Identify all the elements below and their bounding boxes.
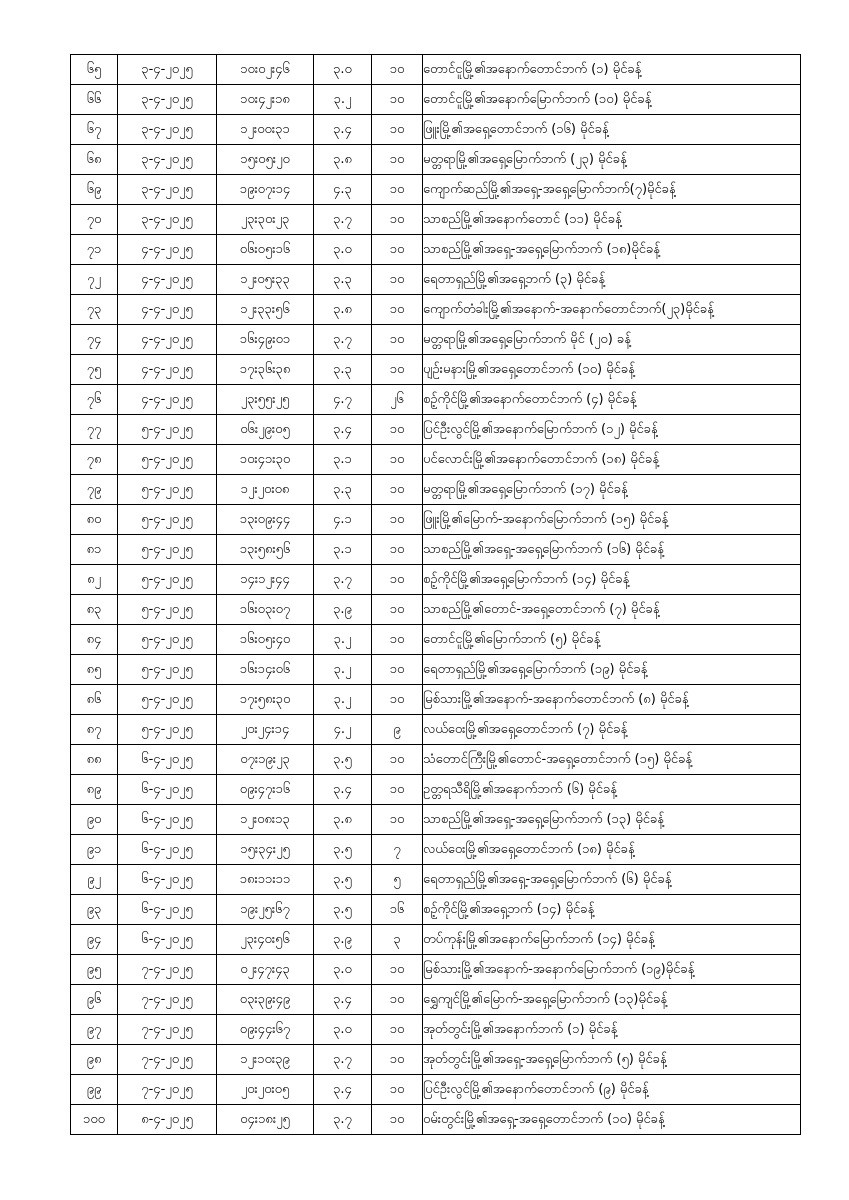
row-number: ၈၄ (71, 625, 118, 655)
event-location: ပြင်ဦးလွင်မြို့၏အနောက်မြောက်ဘက် (၁၂) မိုင်ခန့် (423, 415, 801, 445)
event-time: ၁၀း၀၂း၄၆ (217, 55, 314, 85)
row-number: ၈၅ (71, 655, 118, 685)
event-depth: ၁၀ (372, 325, 423, 355)
table-row (71, 115, 801, 145)
event-depth: ၁၀ (372, 655, 423, 685)
event-magnitude: ၃.၉ (314, 925, 372, 955)
table-row (71, 355, 801, 385)
event-depth: ၁၀ (372, 475, 423, 505)
event-time: ၁၇း၅၈း၃၀ (217, 685, 314, 715)
event-location: တောင်ငူမြို့၏အနောက်မြောက်ဘက် (၁၀) မိုင်ခန့် (423, 85, 801, 115)
table-row (71, 235, 801, 265)
table-row (71, 655, 801, 685)
event-time: ၁၆း၀၅း၄၀ (217, 625, 314, 655)
event-magnitude: ၄.၁ (314, 505, 372, 535)
event-date: ၈-၄-၂၀၂၅ (118, 1105, 217, 1135)
event-magnitude: ၃.၂ (314, 625, 372, 655)
row-number: ၇၇ (71, 415, 118, 445)
event-magnitude: ၃.၃ (314, 475, 372, 505)
event-magnitude: ၃.၈ (314, 145, 372, 175)
event-date: ၄-၄-၂၀၂၅ (118, 385, 217, 415)
event-depth: ၁၀ (372, 955, 423, 985)
event-location: ပြင်ဦးလွင်မြို့၏အနောက်တောင်ဘက် (၉) မိုင်ခန့် (423, 1075, 801, 1105)
table-row (71, 745, 801, 775)
event-magnitude: ၃.၇ (314, 1045, 372, 1075)
row-number: ၇၃ (71, 295, 118, 325)
earthquake-table (70, 54, 801, 1135)
event-magnitude: ၃.၇ (314, 1105, 372, 1135)
event-date: ၆-၄-၂၀၂၅ (118, 775, 217, 805)
row-number: ၉၃ (71, 895, 118, 925)
row-number: ၇၉ (71, 475, 118, 505)
event-date: ၃-၄-၂၀၂၅ (118, 85, 217, 115)
table-row (71, 55, 801, 85)
row-number: ၆၇ (71, 115, 118, 145)
event-magnitude: ၃.၅ (314, 835, 372, 865)
event-location: အုတ်တွင်းမြို့၏အရှေ့-အရှေ့မြောက်ဘက် (၅) မိုင်ခန့် (423, 1045, 801, 1075)
event-magnitude: ၃.၂ (314, 85, 372, 115)
event-location: မြစ်သားမြို့၏အနောက်-အနောက်မြောက်ဘက် (၁၉)မိုင်ခန့် (423, 955, 801, 985)
table-row (71, 85, 801, 115)
event-time: ၁၃း၅၈း၅၆ (217, 535, 314, 565)
event-time: ၁၆း၄၉း၀၁ (217, 325, 314, 355)
table-row (71, 1075, 801, 1105)
event-depth: ၁၀ (372, 985, 423, 1015)
event-magnitude: ၃.၈ (314, 805, 372, 835)
event-date: ၅-၄-၂၀၂၅ (118, 535, 217, 565)
table-row (71, 325, 801, 355)
event-location: မတ္တရာမြို့၏အရှေ့မြောက်ဘက် မိုင် (၂၀) ခန့် (423, 325, 801, 355)
event-time: ၁၂း၁၀း၃၉ (217, 1045, 314, 1075)
event-location: သာစည်မြို့၏အရှေ့-အရှေ့မြောက်ဘက် (၁၆) မိုင်ခန့် (423, 535, 801, 565)
event-magnitude: ၃.၁ (314, 445, 372, 475)
table-row (71, 685, 801, 715)
table-row (71, 385, 801, 415)
row-number: ၉၆ (71, 985, 118, 1015)
event-depth: ၇ (372, 835, 423, 865)
event-location: တောင်ငူမြို့၏အနောက်တောင်ဘက် (၁) မိုင်ခန့် (423, 55, 801, 85)
row-number: ၉၄ (71, 925, 118, 955)
event-magnitude: ၃.၄ (314, 415, 372, 445)
event-location: ရေတာရှည်မြို့၏အရှေ့ဘက် (၃) မိုင်ခန့် (423, 265, 801, 295)
event-date: ၃-၄-၂၀၂၅ (118, 205, 217, 235)
event-magnitude: ၃.၃ (314, 355, 372, 385)
row-number: ၆၆ (71, 85, 118, 115)
event-time: ၀၄း၁၈း၂၅ (217, 1105, 314, 1135)
event-time: ၂၃း၃၀း၂၃ (217, 205, 314, 235)
event-depth: ၁၀ (372, 295, 423, 325)
event-date: ၆-၄-၂၀၂၅ (118, 895, 217, 925)
table-row (71, 565, 801, 595)
event-depth: ၁၀ (372, 235, 423, 265)
event-depth: ၁၀ (372, 505, 423, 535)
table-row (71, 775, 801, 805)
row-number: ၉၇ (71, 1015, 118, 1045)
table-row (71, 535, 801, 565)
event-magnitude: ၃.၄ (314, 775, 372, 805)
event-date: ၅-၄-၂၀၂၅ (118, 505, 217, 535)
event-date: ၄-၄-၂၀၂၅ (118, 295, 217, 325)
event-location: သာစည်မြို့၏တောင်-အရှေ့တောင်ဘက် (၇) မိုင်ခန့် (423, 595, 801, 625)
table-row (71, 505, 801, 535)
event-magnitude: ၃.၄ (314, 115, 372, 145)
event-depth: ၁၀ (372, 775, 423, 805)
table-row (71, 205, 801, 235)
event-location: သံတောင်ကြီးမြို့၏တောင်-အရှေ့တောင်ဘက် (၁၅) မိုင်ခန့် (423, 745, 801, 775)
earthquake-table-body (71, 55, 801, 1135)
event-magnitude: ၃.၇ (314, 325, 372, 355)
event-location: သာစည်မြို့၏အရှေ့-အရှေ့မြောက်ဘက် (၁၈)မိုင်ခန့် (423, 235, 801, 265)
event-location: ရေတာရှည်မြို့၏အရှေ့-အရှေ့မြောက်ဘက် (၆) မိုင်ခန့် (423, 865, 801, 895)
event-date: ၄-၄-၂၀၂၅ (118, 325, 217, 355)
event-magnitude: ၃.၉ (314, 595, 372, 625)
event-depth: ၁၀ (372, 205, 423, 235)
row-number: ၉၉ (71, 1075, 118, 1105)
event-location: မတ္တရာမြို့၏အရှေ့မြောက်ဘက် (၁၇) မိုင်ခန့် (423, 475, 801, 505)
row-number: ၈၁ (71, 535, 118, 565)
event-date: ၆-၄-၂၀၂၅ (118, 745, 217, 775)
event-depth: ၁၀ (372, 625, 423, 655)
table-row (71, 175, 801, 205)
event-date: ၅-၄-၂၀၂၅ (118, 565, 217, 595)
event-depth: ၁၀ (372, 685, 423, 715)
table-row (71, 625, 801, 655)
event-location: အုတ်တွင်းမြို့၏အနောက်ဘက် (၁) မိုင်ခန့် (423, 1015, 801, 1045)
event-location: ကျောက်ဆည်မြို့၏အရှေ့-အရှေ့မြောက်ဘက်(၇)မိုင်ခန့် (423, 175, 801, 205)
event-date: ၃-၄-၂၀၂၅ (118, 145, 217, 175)
event-date: ၇-၄-၂၀၂၅ (118, 1075, 217, 1105)
table-row (71, 955, 801, 985)
event-time: ၂၃း၄၀း၅၆ (217, 925, 314, 955)
table-row (71, 1045, 801, 1075)
row-number: ၉၅ (71, 955, 118, 985)
event-magnitude: ၃.၅ (314, 745, 372, 775)
table-row (71, 715, 801, 745)
event-magnitude: ၄.၂ (314, 715, 372, 745)
event-location: လယ်ဝေးမြို့၏အရှေ့တောင်ဘက် (၁၈) မိုင်ခန့် (423, 835, 801, 865)
event-time: ၁၅း၃၄း၂၅ (217, 835, 314, 865)
event-time: ၀၉း၄၄း၆၇ (217, 1015, 314, 1045)
table-row (71, 1015, 801, 1045)
event-date: ၅-၄-၂၀၂၅ (118, 475, 217, 505)
event-location: ကျောက်တံခါးမြို့၏အနောက်-အနောက်တောင်ဘက်(၂၃)မိုင်ခန့် (423, 295, 801, 325)
event-time: ၁၂း၀၀း၃၁ (217, 115, 314, 145)
row-number: ၆၈ (71, 145, 118, 175)
event-magnitude: ၃.၅ (314, 865, 372, 895)
table-row (71, 865, 801, 895)
event-time: ၁၈း၁၁း၁၁ (217, 865, 314, 895)
event-date: ၇-၄-၂၀၂၅ (118, 985, 217, 1015)
event-location: တပ်ကုန်းမြို့၏အနောက်မြောက်ဘက် (၁၄) မိုင်ခန့် (423, 925, 801, 955)
event-magnitude: ၃.၄ (314, 985, 372, 1015)
event-time: ၀၉း၄၇း၁၆ (217, 775, 314, 805)
event-depth: ၃ (372, 925, 423, 955)
event-depth: ၂၆ (372, 385, 423, 415)
row-number: ၇၀ (71, 205, 118, 235)
event-date: ၄-၄-၂၀၂၅ (118, 265, 217, 295)
event-depth: ၁၆ (372, 895, 423, 925)
event-depth: ၁၀ (372, 85, 423, 115)
event-magnitude: ၃.၁ (314, 535, 372, 565)
row-number: ၈၇ (71, 715, 118, 745)
event-date: ၄-၄-၂၀၂၅ (118, 355, 217, 385)
event-magnitude: ၃.၀ (314, 55, 372, 85)
event-time: ၁၉း၂၅း၆၇ (217, 895, 314, 925)
row-number: ၇၁ (71, 235, 118, 265)
event-time: ၁၀း၄၂း၁၈ (217, 85, 314, 115)
event-depth: ၉ (372, 715, 423, 745)
event-magnitude: ၃.၄ (314, 1075, 372, 1105)
event-time: ၀၆း၂၉း၀၅ (217, 415, 314, 445)
event-depth: ၁၀ (372, 145, 423, 175)
table-row (71, 925, 801, 955)
event-depth: ၁၀ (372, 805, 423, 835)
event-location: ဝမ်းတွင်းမြို့၏အရှေ့-အရှေ့တောင်ဘက် (၁၀) မိုင်ခန့် (423, 1105, 801, 1135)
event-date: ၇-၄-၂၀၂၅ (118, 955, 217, 985)
event-time: ၀၇း၁၉း၂၃ (217, 745, 314, 775)
event-date: ၃-၄-၂၀၂၅ (118, 55, 217, 85)
event-location: ဖြူးမြို့၏မြောက်-အနောက်မြောက်ဘက် (၁၅) မိုင်ခန့် (423, 505, 801, 535)
event-time: ၁၆း၁၄း၀၆ (217, 655, 314, 685)
row-number: ၈၂ (71, 565, 118, 595)
table-row (71, 595, 801, 625)
event-depth: ၁၀ (372, 55, 423, 85)
event-date: ၅-၄-၂၀၂၅ (118, 445, 217, 475)
event-time: ၁၂း၀၅း၃၃ (217, 265, 314, 295)
event-magnitude: ၃.၇ (314, 205, 372, 235)
row-number: ၆၉ (71, 175, 118, 205)
row-number: ၈၀ (71, 505, 118, 535)
event-depth: ၁၀ (372, 595, 423, 625)
event-date: ၅-၄-၂၀၂၅ (118, 625, 217, 655)
event-time: ၂၀း၂၀း၀၅ (217, 1075, 314, 1105)
event-magnitude: ၃.၈ (314, 295, 372, 325)
table-row (71, 145, 801, 175)
event-depth: ၁၀ (372, 355, 423, 385)
event-magnitude: ၃.၂ (314, 685, 372, 715)
event-magnitude: ၃.၃ (314, 265, 372, 295)
event-location: စဉ့်ကိုင်မြို့၏အရှေ့မြောက်ဘက် (၁၄) မိုင်ခန့် (423, 565, 801, 595)
table-row (71, 415, 801, 445)
event-time: ၁၅း၀၅း၂၀ (217, 145, 314, 175)
event-depth: ၁၀ (372, 745, 423, 775)
event-magnitude: ၃.၂ (314, 655, 372, 685)
event-depth: ၁၀ (372, 445, 423, 475)
event-time: ၁၀း၄၁း၃၀ (217, 445, 314, 475)
event-depth: ၁၀ (372, 1045, 423, 1075)
row-number: ၈၆ (71, 685, 118, 715)
event-magnitude: ၃.၀ (314, 955, 372, 985)
event-depth: ၁၀ (372, 565, 423, 595)
event-time: ၁၉း၀၇း၁၄ (217, 175, 314, 205)
event-time: ၁၂း၃၃း၅၆ (217, 295, 314, 325)
table-row (71, 1105, 801, 1135)
row-number: ၉၀ (71, 805, 118, 835)
event-magnitude: ၄.၇ (314, 385, 372, 415)
event-depth: ၅ (372, 865, 423, 895)
event-time: ၁၇း၃၆း၃၈ (217, 355, 314, 385)
event-depth: ၁၀ (372, 1075, 423, 1105)
event-date: ၅-၄-၂၀၂၅ (118, 685, 217, 715)
row-number: ၈၃ (71, 595, 118, 625)
row-number: ၁၀၀ (71, 1105, 118, 1135)
event-time: ၁၂း၀၈း၁၃ (217, 805, 314, 835)
row-number: ၆၅ (71, 55, 118, 85)
event-location: ဖြူးမြို့၏အရှေ့တောင်ဘက် (၁၆) မိုင်ခန့် (423, 115, 801, 145)
row-number: ၈၈ (71, 745, 118, 775)
table-row (71, 985, 801, 1015)
event-time: ၀၃း၃၉း၄၉ (217, 985, 314, 1015)
event-date: ၇-၄-၂၀၂၅ (118, 1045, 217, 1075)
event-location: ပင်လောင်းမြို့၏အနောက်တောင်ဘက် (၁၈) မိုင်ခန့် (423, 445, 801, 475)
event-date: ၆-၄-၂၀၂၅ (118, 805, 217, 835)
event-magnitude: ၃.၀ (314, 1015, 372, 1045)
row-number: ၉၂ (71, 865, 118, 895)
table-row (71, 295, 801, 325)
row-number: ၇၄ (71, 325, 118, 355)
event-date: ၅-၄-၂၀၂၅ (118, 415, 217, 445)
event-location: သာစည်မြို့၏အရှေ့-အရှေ့မြောက်ဘက် (၁၃) မိုင်ခန့် (423, 805, 801, 835)
event-date: ၆-၄-၂၀၂၅ (118, 925, 217, 955)
event-time: ၂၀း၂၄း၁၄ (217, 715, 314, 745)
event-date: ၆-၄-၂၀၂၅ (118, 835, 217, 865)
event-magnitude: ၃.၅ (314, 895, 372, 925)
row-number: ၈၉ (71, 775, 118, 805)
event-location: ရေတာရှည်မြို့၏အရှေ့မြောက်ဘက် (၁၉) မိုင်ခန့် (423, 655, 801, 685)
event-magnitude: ၃.၀ (314, 235, 372, 265)
event-depth: ၁၀ (372, 175, 423, 205)
event-time: ၀၂း၄၇း၄၃ (217, 955, 314, 985)
event-location: စဉ့်ကိုင်မြို့၏အနောက်တောင်ဘက် (၄) မိုင်ခန့် (423, 385, 801, 415)
row-number: ၇၈ (71, 445, 118, 475)
event-location: ပျဉ်းမနားမြို့၏အရှေ့တောင်ဘက် (၁၀) မိုင်ခန့် (423, 355, 801, 385)
event-date: ၅-၄-၂၀၂၅ (118, 655, 217, 685)
event-time: ၁၃း၀၉း၄၄ (217, 505, 314, 535)
event-depth: ၁၀ (372, 1015, 423, 1045)
event-magnitude: ၄.၃ (314, 175, 372, 205)
table-row (71, 805, 801, 835)
row-number: ၇၆ (71, 385, 118, 415)
event-depth: ၁၀ (372, 115, 423, 145)
event-time: ၁၄း၁၂း၄၄ (217, 565, 314, 595)
row-number: ၇၂ (71, 265, 118, 295)
event-depth: ၁၀ (372, 535, 423, 565)
row-number: ၉၁ (71, 835, 118, 865)
event-depth: ၁၀ (372, 415, 423, 445)
event-time: ၂၃း၅၅း၂၅ (217, 385, 314, 415)
row-number: ၇၅ (71, 355, 118, 385)
event-date: ၅-၄-၂၀၂၅ (118, 715, 217, 745)
event-location: ဥတ္တရသီရိမြို့၏အနောက်ဘက် (၆) မိုင်ခန့် (423, 775, 801, 805)
table-row (71, 835, 801, 865)
event-date: ၆-၄-၂၀၂၅ (118, 865, 217, 895)
event-location: မြစ်သားမြို့၏အနောက်-အနောက်တောင်ဘက် (၈) မိုင်ခန့် (423, 685, 801, 715)
event-location: စဉ့်ကိုင်မြို့၏အရှေ့ဘက် (၁၄) မိုင်ခန့် (423, 895, 801, 925)
event-magnitude: ၃.၇ (314, 565, 372, 595)
event-time: ၁၆း၀၃း၀၇ (217, 595, 314, 625)
table-row (71, 265, 801, 295)
event-date: ၇-၄-၂၀၂၅ (118, 1015, 217, 1045)
event-date: ၃-၄-၂၀၂၅ (118, 115, 217, 145)
event-depth: ၁၀ (372, 265, 423, 295)
event-date: ၃-၄-၂၀၂၅ (118, 175, 217, 205)
table-row (71, 445, 801, 475)
event-time: ၀၆း၀၅း၁၆ (217, 235, 314, 265)
table-row (71, 895, 801, 925)
event-location: ရွှေကျင်မြို့၏မြောက်-အရှေ့မြောက်ဘက် (၁၃)မိုင်ခန့် (423, 985, 801, 1015)
event-location: သာစည်မြို့၏အနောက်တောင် (၁၁) မိုင်ခန့် (423, 205, 801, 235)
row-number: ၉၈ (71, 1045, 118, 1075)
event-depth: ၁၀ (372, 1105, 423, 1135)
event-time: ၁၂း၂၀း၀၈ (217, 475, 314, 505)
earthquake-list-page (70, 54, 801, 1135)
event-date: ၄-၄-၂၀၂၅ (118, 235, 217, 265)
event-location: လယ်ဝေးမြို့၏အရှေ့တောင်ဘက် (၇) မိုင်ခန့် (423, 715, 801, 745)
event-location: တောင်ငူမြို့၏မြောက်ဘက် (၅) မိုင်ခန့် (423, 625, 801, 655)
event-location: မတ္တရာမြို့၏အရှေ့မြောက်ဘက် (၂၃) မိုင်ခန့် (423, 145, 801, 175)
event-date: ၅-၄-၂၀၂၅ (118, 595, 217, 625)
table-row (71, 475, 801, 505)
